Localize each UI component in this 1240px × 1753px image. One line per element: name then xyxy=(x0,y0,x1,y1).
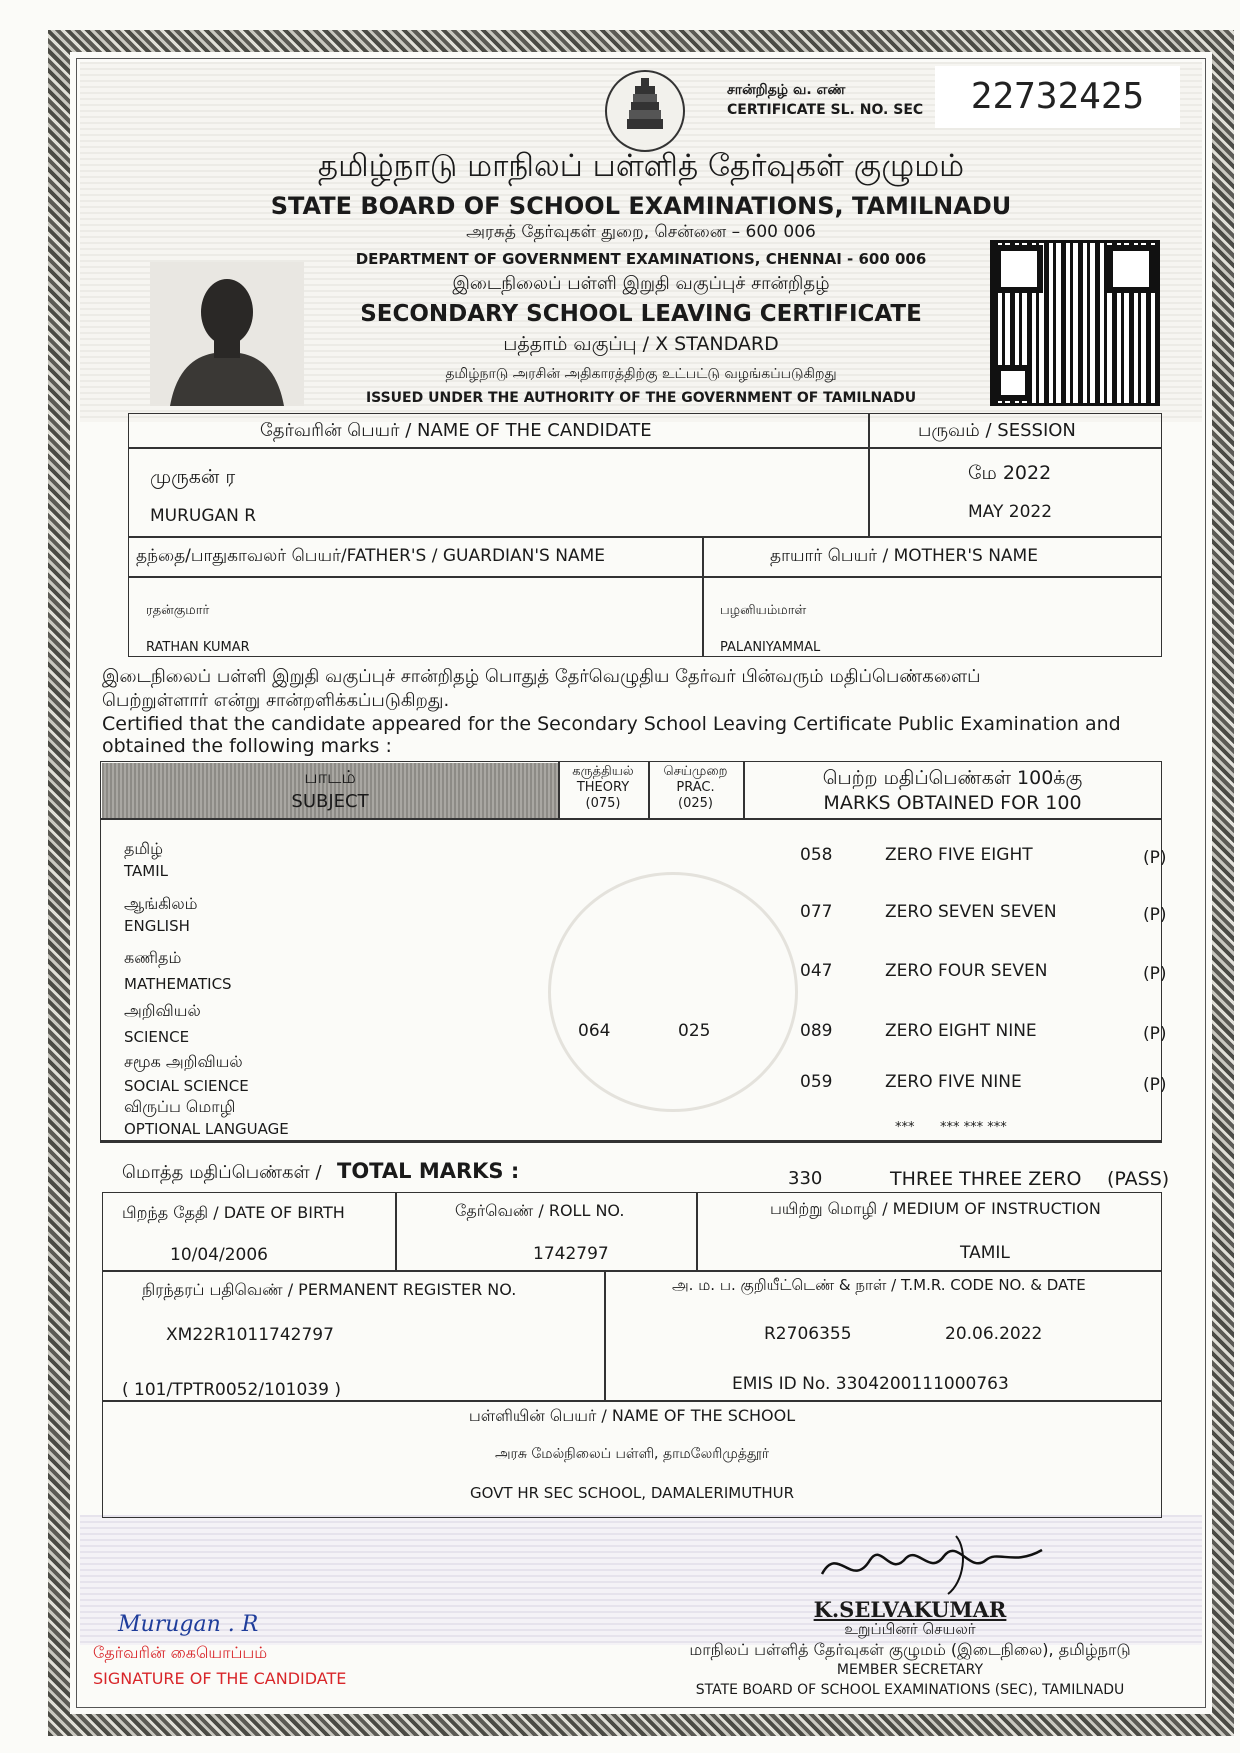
total-marks: 330 xyxy=(788,1168,823,1189)
marks: 077 xyxy=(800,902,833,922)
department-en: DEPARTMENT OF GOVERNMENT EXAMINATIONS, CHENNAI - 600 006 xyxy=(355,250,927,268)
tmr-label: அ. ம. ப. குறியீட்டெண் & நாள் / T.M.R. CODE NO. & DATE xyxy=(672,1276,1086,1294)
candidate-signature: Murugan . R xyxy=(118,1612,259,1637)
marks-words: *** *** *** xyxy=(940,1120,1007,1135)
mother-name-en: PALANIYAMMAL xyxy=(720,640,821,655)
medium: TAMIL xyxy=(960,1243,1010,1263)
total-words: THREE THREE ZERO xyxy=(890,1168,1082,1190)
board-name-en: STATE BOARD OF SCHOOL EXAMINATIONS, TAMILNADU xyxy=(270,192,1012,220)
candidate-sign-label-ta: தேர்வரின் கையொப்பம் xyxy=(93,1643,268,1662)
marks: *** xyxy=(895,1120,915,1135)
total-label-ta: மொத்த மதிப்பெண்கள் / xyxy=(122,1162,322,1183)
subject-en: TAMIL xyxy=(124,862,168,880)
prac-marks: 025 xyxy=(678,1021,711,1041)
obtained-header-en: MARKS OBTAINED FOR 100 xyxy=(823,792,1082,814)
serial-label xyxy=(727,80,923,120)
subject-ta: கணிதம் xyxy=(124,948,182,967)
certificate-title-ta: இடைநிலைப் பள்ளி இறுதி வகுப்புச் சான்றிதழ் xyxy=(452,273,830,294)
table-row xyxy=(124,998,201,1050)
register-number: XM22R1011742797 xyxy=(166,1325,334,1345)
tmr-code: R2706355 xyxy=(764,1324,852,1344)
candidate-signature-label xyxy=(93,1640,346,1692)
prac-header-en: PRAC. xyxy=(676,780,715,795)
certified-ta-2: பெற்றுள்ளார் என்று சான்றளிக்கப்படுகிறது. xyxy=(102,690,450,711)
authority-ta: தமிழ்நாடு அரசின் அதிகாரத்திற்கு உட்பட்டு வழங்கப்படுகிறது xyxy=(445,366,837,382)
school-label: பள்ளியின் பெயர் / NAME OF THE SCHOOL xyxy=(468,1406,796,1425)
secretary-org-ta: மாநிலப் பள்ளித் தேர்வுகள் குழுமம் (இடைநிலை), தமிழ்நாடு xyxy=(689,1640,1131,1659)
certified-en-1: Certified that the candidate appeared for the Secondary School Leaving Certificate Public Examination and xyxy=(102,713,1121,735)
result: (P) xyxy=(1143,964,1167,984)
candidate-name-ta: முருகன் ர xyxy=(150,466,236,488)
marks: 047 xyxy=(800,961,833,981)
session-label: பருவம் / SESSION xyxy=(918,420,1076,441)
secretary-title-en: MEMBER SECRETARY xyxy=(836,1662,984,1678)
marks: 058 xyxy=(800,845,833,865)
state-emblem-icon xyxy=(605,70,685,152)
theory-max: (075) xyxy=(585,796,621,811)
marks-words: ZERO FIVE EIGHT xyxy=(885,845,1033,865)
total-label-en: TOTAL MARKS : xyxy=(337,1159,520,1183)
candidate-photo xyxy=(150,262,304,406)
theory-header xyxy=(558,764,648,812)
father-name-en: RATHAN KUMAR xyxy=(146,640,250,655)
session-ta: மே 2022 xyxy=(968,462,1052,484)
board-name-ta: தமிழ்நாடு மாநிலப் பள்ளித் தேர்வுகள் குழுமம் xyxy=(317,148,965,184)
subject-header xyxy=(102,766,558,814)
result: (P) xyxy=(1143,848,1167,868)
theory-header-ta: கருத்தியல் xyxy=(572,764,634,779)
result: (P) xyxy=(1143,1075,1167,1095)
certified-en-2: obtained the following marks : xyxy=(102,735,392,757)
subject-header-en: SUBJECT xyxy=(291,791,369,812)
qr-code-icon xyxy=(990,240,1160,406)
register-code: ( 101/TPTR0052/101039 ) xyxy=(122,1380,341,1400)
subject-ta: விருப்ப மொழி xyxy=(124,1097,236,1116)
roll-number: 1742797 xyxy=(533,1244,609,1264)
secretary-org-en: STATE BOARD OF SCHOOL EXAMINATIONS (SEC), TAMILNADU xyxy=(695,1682,1125,1698)
father-label: தந்தை/பாதுகாவலர் பெயர்/FATHER'S / GUARDIAN'S NAME xyxy=(136,546,606,566)
marks-words: ZERO SEVEN SEVEN xyxy=(885,902,1057,922)
candidate-sign-label-en: SIGNATURE OF THE CANDIDATE xyxy=(93,1669,347,1688)
serial-label-en: CERTIFICATE SL. NO. SEC xyxy=(727,102,924,118)
table-row xyxy=(124,945,232,997)
certified-ta-1: இடைநிலைப் பள்ளி இறுதி வகுப்புச் சான்றிதழ் பொதுத் தேர்வெழுதிய தேர்வர் பின்வரும் மதிப்பெண்களைப் xyxy=(102,666,981,687)
marks-words: ZERO FIVE NINE xyxy=(885,1072,1022,1092)
mother-name-ta: பழனியம்மாள் xyxy=(720,603,807,618)
marks-words: ZERO FOUR SEVEN xyxy=(885,961,1048,981)
secretary-title-ta: உறுப்பினர் செயலர் xyxy=(844,1620,976,1638)
authority-en: ISSUED UNDER THE AUTHORITY OF THE GOVERNMENT OF TAMILNADU xyxy=(365,390,917,406)
dob-label: பிறந்த தேதி / DATE OF BIRTH xyxy=(122,1203,345,1222)
marks: 089 xyxy=(800,1021,833,1041)
secretary-name: K.SELVAKUMAR xyxy=(813,1597,1007,1622)
subject-ta: சமூக அறிவியல் xyxy=(124,1052,243,1071)
marks-words: ZERO EIGHT NINE xyxy=(885,1021,1037,1041)
mother-label: தாயார் பெயர் / MOTHER'S NAME xyxy=(770,546,1038,566)
father-name-ta: ரதன்குமார் xyxy=(146,603,210,618)
name-label: தேர்வரின் பெயர் / NAME OF THE CANDIDATE xyxy=(260,420,652,441)
table-row xyxy=(124,893,198,937)
prac-header xyxy=(648,764,743,812)
subject-ta: அறிவியல் xyxy=(124,1001,201,1020)
medium-label: பயிற்று மொழி / MEDIUM OF INSTRUCTION xyxy=(770,1199,1101,1218)
total-result: (PASS) xyxy=(1107,1168,1170,1190)
prac-max: (025) xyxy=(678,796,713,811)
tmr-date: 20.06.2022 xyxy=(945,1324,1043,1344)
certificate-title-en: SECONDARY SCHOOL LEAVING CERTIFICATE xyxy=(360,301,922,327)
theory-marks: 064 xyxy=(578,1021,611,1041)
prac-header-ta: செய்முறை xyxy=(663,764,728,779)
subject-en: OPTIONAL LANGUAGE xyxy=(124,1120,289,1138)
candidate-name-en: MURUGAN R xyxy=(150,506,257,526)
table-row xyxy=(124,1096,289,1140)
subject-en: SCIENCE xyxy=(124,1028,190,1046)
certified-statement xyxy=(102,665,981,713)
certified-statement-en xyxy=(102,713,1121,757)
subject-en: SOCIAL SCIENCE xyxy=(124,1077,249,1095)
theory-header-en: THEORY xyxy=(576,780,630,795)
emblem-watermark-icon xyxy=(548,872,798,1112)
table-row xyxy=(124,838,168,882)
subject-en: ENGLISH xyxy=(124,917,190,935)
session-en: MAY 2022 xyxy=(968,502,1053,522)
serial-number: 22732425 xyxy=(935,66,1180,128)
department-ta: அரசுத் தேர்வுகள் துறை, சென்னை – 600 006 xyxy=(466,222,816,242)
obtained-header-ta: பெற்ற மதிப்பெண்கள் 100க்கு xyxy=(822,767,1083,789)
result: (P) xyxy=(1143,1024,1167,1044)
roll-label: தேர்வெண் / ROLL NO. xyxy=(455,1201,625,1220)
result: (P) xyxy=(1143,905,1167,925)
subject-header-ta: பாடம் xyxy=(304,767,356,788)
school-name-ta: அரசு மேல்நிலைப் பள்ளி, தாமலேரிமுத்தூர் xyxy=(494,1446,770,1462)
subject-ta: ஆங்கிலம் xyxy=(124,894,198,913)
reg-label: நிரந்தரப் பதிவெண் / PERMANENT REGISTER NO. xyxy=(142,1280,517,1299)
standard: பத்தாம் வகுப்பு / X STANDARD xyxy=(503,333,779,355)
emis-id: EMIS ID No. 3304200111000763 xyxy=(732,1374,1009,1394)
marks: 059 xyxy=(800,1072,833,1092)
subject-en: MATHEMATICS xyxy=(124,975,232,993)
school-name-en: GOVT HR SEC SCHOOL, DAMALERIMUTHUR xyxy=(469,1484,795,1502)
details-box xyxy=(102,1192,1162,1518)
serial-label-ta: சான்றிதழ் வ. எண் xyxy=(727,82,846,98)
obtained-header xyxy=(743,766,1162,816)
table-row xyxy=(124,1050,249,1098)
dob: 10/04/2006 xyxy=(170,1245,268,1265)
subject-ta: தமிழ் xyxy=(124,839,164,858)
